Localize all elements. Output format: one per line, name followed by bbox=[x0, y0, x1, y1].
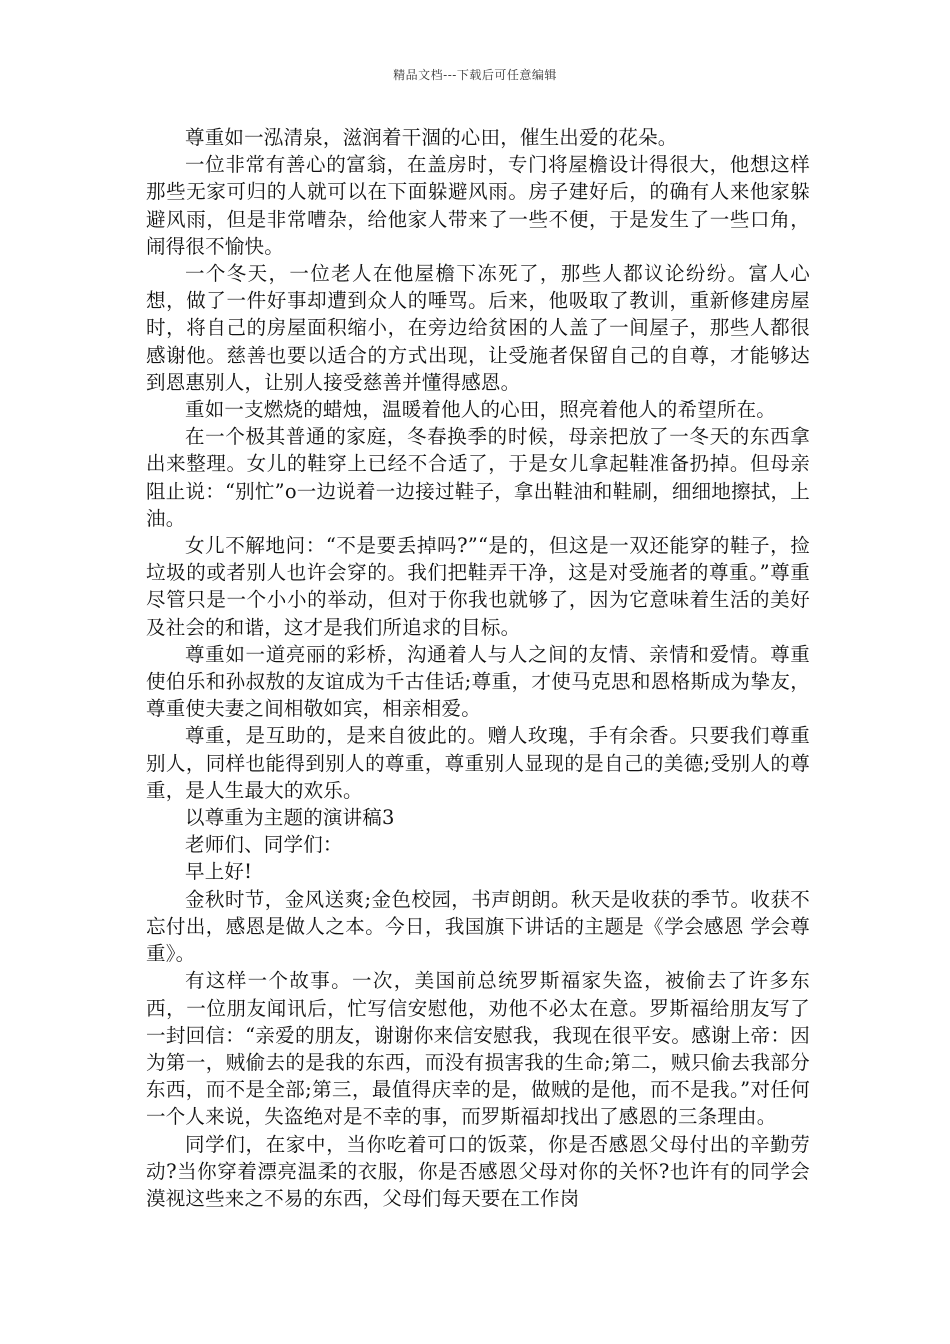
greeting: 早上好! bbox=[185, 860, 253, 884]
paragraph: 同学们，在家中，当你吃着可口的饭菜，你是否感恩父母付出的辛勤劳动?当你穿着漂亮温柔的衣服，你是否感恩父母对你的关怀?也许有的同学会漠视这些来之不易的东西，父母们每天要在工作岗 bbox=[146, 1132, 810, 1210]
page-header: 精品文档---下载后可任意编辑 bbox=[393, 68, 557, 82]
paragraph: 女儿不解地问：“不是要丢掉吗?”“是的，但这是一双还能穿的鞋子，捡垃圾的或者别人也许会穿的。我们把鞋弄干净，这是对受施者的尊重。”尊重尽管只是一个小小的举动，但对于你我也就够了，因为它意味着生活的美好及社会的和谐，这才是我们所追求的目标。 bbox=[146, 534, 810, 639]
paragraph: 尊重如一道亮丽的彩桥，沟通着人与人之间的友情、亲情和爱情。尊重使伯乐和孙叔敖的友谊成为千古佳话;尊重，才使马克思和恩格斯成为挚友，尊重使夫妻之间相敬如宾，相亲相爱。 bbox=[146, 642, 810, 721]
paragraph: 金秋时节，金风送爽;金色校园，书声朗朗。秋天是收获的季节。收获不忘付出，感恩是做人之本。今日，我国旗下讲话的主题是《学会感恩 学会尊重》。 bbox=[146, 887, 810, 966]
paragraph: 在一个极其普通的家庭，冬春换季的时候，母亲把放了一冬天的东西拿出来整理。女儿的鞋穿上已经不合适了，于是女儿拿起鞋准备扔掉。但母亲阻止说：“别忙”o一边说着一边接过鞋子，拿出鞋油和鞋刷，细细地擦拭，上油。 bbox=[146, 425, 810, 530]
paragraph: 尊重如一泓清泉，滋润着干涸的心田，催生出爱的花朵。 bbox=[185, 126, 678, 149]
paragraph: 有这样一个故事。一次，美国前总统罗斯福家失盗，被偷去了许多东西，一位朋友闻讯后，忙写信安慰他，劝他不必太在意。罗斯福给朋友写了一封回信：“亲爱的朋友，谢谢你来信安慰我，我现在很平安。感谢上帝：因为第一，贼偷去的是我的东西，而没有损害我的生命;第二，贼只偷去我部分东西，而不是全部;第三，最值得庆幸的是，做贼的是他，而不是我。”对任何一个人来说，失盗绝对是不幸的事，而罗斯福却找出了感恩的三条理由。 bbox=[146, 969, 810, 1129]
paragraph: 重如一支燃烧的蜡烛，温暖着他人的心田，照亮着他人的希望所在。 bbox=[185, 398, 777, 422]
salutation: 老师们、同学们： bbox=[185, 833, 343, 857]
paragraph: 一个冬天，一位老人在他屋檐下冻死了，那些人都议论纷纷。富人心想，做了一件好事却遭到众人的唾骂。后来，他吸取了教训，重新修建房屋时，将自己的房屋面积缩小，在旁边给贫困的人盖了一间屋子，那些人都很感谢他。慈善也要以适合的方式出现，让受施者保留自己的自尊，才能够达到恩惠别人，让别人接受慈善并懂得感恩。 bbox=[146, 262, 810, 394]
paragraph: 尊重，是互助的，是来自彼此的。赠人玫瑰，手有余香。只要我们尊重别人，同样也能得到别人的尊重，尊重别人显现的是自己的美德;受别人的尊重，是人生最大的欢乐。 bbox=[146, 724, 810, 802]
section-title: 以尊重为主题的演讲稿3 bbox=[185, 806, 395, 830]
paragraph: 一位非常有善心的富翁，在盖房时，专门将屋檐设计得很大，他想这样那些无家可归的人就可以在下面躲避风雨。房子建好后，的确有人来他家躲避风雨，但是非常嘈杂，给他家人带来了一些不便，于是发生了一些口角，闹得很不愉快。 bbox=[146, 153, 810, 258]
document-body bbox=[146, 124, 810, 1212]
